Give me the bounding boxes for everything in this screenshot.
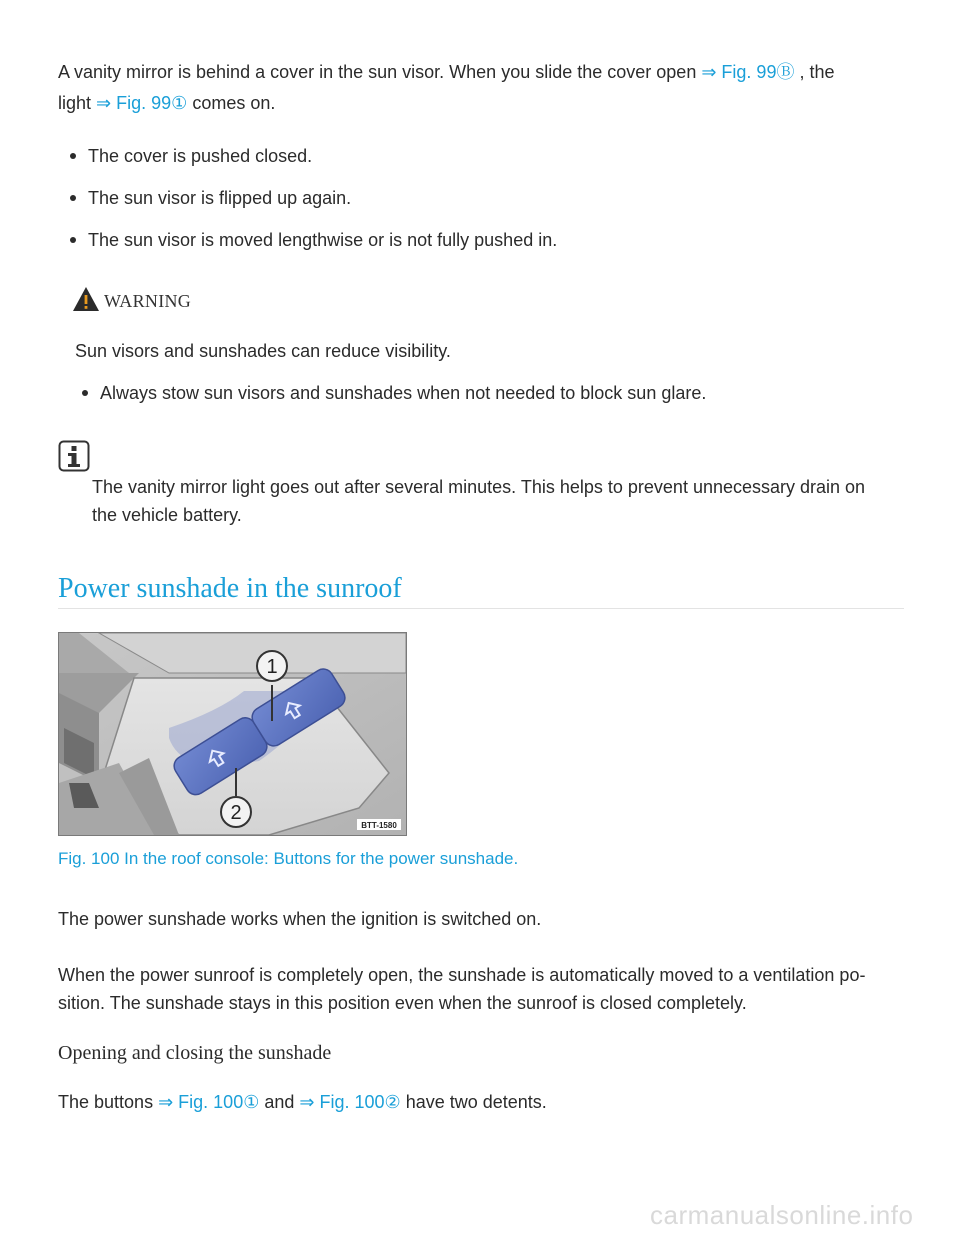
- conditions-list: [58, 143, 918, 269]
- paragraph-ventilation-line-2: sition. The sunshade stays in this position even when the sunroof is closed completely.: [58, 993, 747, 1013]
- figure-code: BTT-1580: [361, 821, 397, 830]
- buttons-paragraph: [58, 1088, 547, 1116]
- fig-100-1-link[interactable]: ⇒ Fig. 100①: [158, 1092, 260, 1112]
- fig-100-2-link[interactable]: ⇒ Fig. 100②: [299, 1092, 401, 1112]
- section-divider: [58, 608, 904, 609]
- intro-text-line2: light: [58, 93, 92, 113]
- list-item: Always stow sun visors and sunshades when not needed to block sun glare.: [70, 380, 910, 422]
- warning-list: [70, 380, 910, 422]
- warning-triangle-icon: [72, 286, 100, 312]
- intro-text-end: comes on.: [192, 93, 276, 113]
- intro-text: A vanity mirror is behind a cover in the sun visor. When you slide the cover open: [58, 62, 697, 82]
- warning-text: Sun visors and sunshades can reduce visibility.: [75, 341, 451, 361]
- watermark: carmanualsonline.info: [650, 1200, 914, 1230]
- info-note: [58, 440, 918, 535]
- fig-99-1-link[interactable]: ⇒ Fig. 99①: [96, 93, 188, 113]
- note-line-2: the vehicle battery.: [92, 505, 242, 525]
- paragraph-ventilation-line-1: When the power sunroof is completely open, the sunshade is automatically moved to a ventilation po-: [58, 965, 866, 985]
- list-item: The sun visor is flipped up again.: [58, 185, 918, 227]
- callout-1: 1: [266, 656, 278, 678]
- buttons-text-end: have two detents.: [405, 1092, 547, 1112]
- section-title: Power sunshade in the sunroof: [58, 573, 402, 604]
- list-item: The cover is pushed closed.: [58, 143, 918, 185]
- callout-2: 2: [230, 802, 242, 824]
- warning-box: [58, 284, 918, 414]
- fig-99-b-link[interactable]: ⇒ Fig. 99Ⓑ: [701, 62, 795, 82]
- buttons-text: The buttons: [58, 1092, 154, 1112]
- intro-text-cont: , the: [799, 62, 835, 82]
- subsection-title: Opening and closing the sunshade: [58, 1042, 332, 1064]
- paragraph-ignition: The power sunshade works when the ignition is switched on.: [58, 909, 542, 929]
- list-item: The sun visor is moved lengthwise or is not fully pushed in.: [58, 227, 918, 269]
- buttons-text-and: and: [264, 1092, 295, 1112]
- warning-title: WARNING: [104, 291, 192, 311]
- figure-caption: Fig. 100 In the roof console: Buttons for the power sunshade.: [58, 849, 519, 868]
- info-icon: [58, 440, 90, 472]
- figure-100: [58, 632, 407, 836]
- roof-console-illustration: [59, 633, 406, 835]
- note-line-1: The vanity mirror light goes out after several minutes. This helps to prevent unnecessary drain on: [92, 477, 866, 497]
- intro-paragraph: [58, 58, 918, 117]
